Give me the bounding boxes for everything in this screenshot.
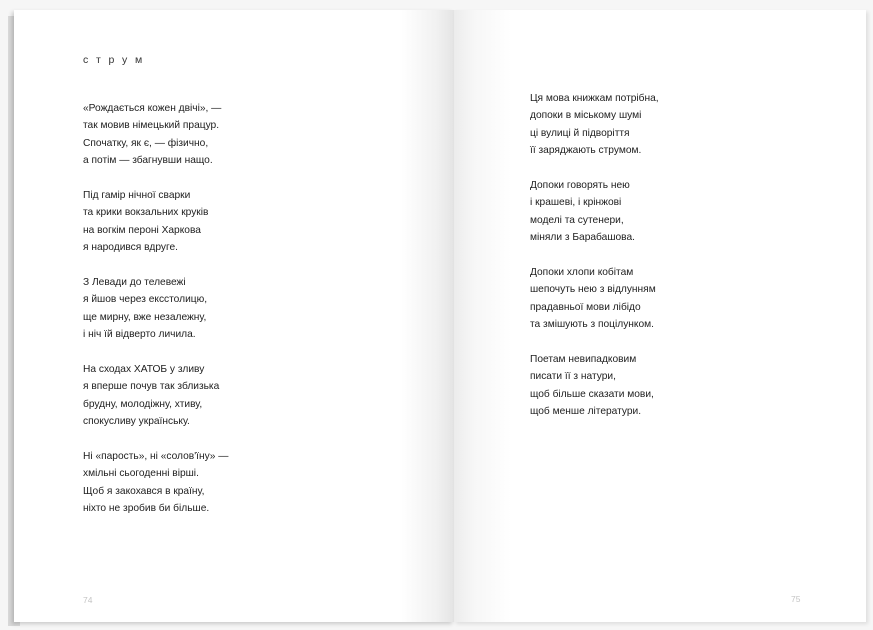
- poem-line: допоки в міському шумі: [530, 110, 642, 122]
- poem-line: ніхто не зробив би більше.: [83, 503, 210, 515]
- poem-line: так мовив німецький працур.: [83, 120, 220, 132]
- poem-line: я вперше почув так зблизька: [83, 381, 220, 393]
- stanza: [530, 90, 659, 160]
- poem-line: ще мирну, вже незалежну,: [83, 311, 207, 323]
- poem-line: Щоб я закохався в країну,: [83, 485, 205, 497]
- poem-line: спокусливу українську.: [83, 416, 190, 428]
- page-number-right: 75: [791, 594, 801, 604]
- poem-right: [530, 90, 659, 438]
- poem-line: Поетам невипадковим: [530, 354, 637, 366]
- poem-line: Спочатку, як є, — фізично,: [83, 137, 209, 149]
- poem-line: З Левади до телевежі: [83, 277, 186, 289]
- poem-line: ці вулиці й підворіття: [530, 127, 630, 139]
- poem-line: я народився вдруге.: [83, 242, 178, 254]
- right-page: [454, 10, 866, 622]
- stanza: [83, 448, 229, 518]
- poem-line: та крики вокзальних круків: [83, 207, 209, 219]
- poem-left: [83, 100, 229, 535]
- stanza: [83, 100, 229, 170]
- poem-line: Під гамір нічної сварки: [83, 190, 191, 202]
- stanza: [530, 264, 659, 334]
- poem-line: я йшов через ексстолицю,: [83, 294, 208, 306]
- poem-line: та змішують з поцілунком.: [530, 319, 654, 331]
- poem-line: і ніч їй відверто личила.: [83, 329, 196, 341]
- poem-line: хмільні сьогоденні вірші.: [83, 468, 199, 480]
- stanza: [530, 177, 659, 247]
- poem-line: на вогкім пероні Харкова: [83, 224, 201, 236]
- poem-line: Допоки говорять нею: [530, 180, 630, 192]
- poem-title: с т р у м: [83, 54, 145, 66]
- poem-line: її заряджають струмом.: [530, 145, 642, 157]
- stanza: [83, 187, 229, 257]
- poem-line: а потім — збагнувши нащо.: [83, 155, 213, 167]
- poem-line: щоб більше сказати мови,: [530, 388, 654, 400]
- stanza: [83, 361, 229, 431]
- poem-line: брудну, молодіжну, хтиву,: [83, 398, 203, 410]
- poem-line: прадавньої мови лібідо: [530, 301, 641, 313]
- poem-line: щоб менше літератури.: [530, 406, 642, 418]
- poem-line: «Рождається кожен двічі», —: [83, 103, 222, 114]
- poem-line: писати її з натури,: [530, 371, 616, 383]
- poem-line: Ні «парость», ні «солов'їну» —: [83, 451, 229, 463]
- poem-line: Допоки хлопи кобітам: [530, 267, 634, 279]
- left-page: [14, 10, 454, 622]
- stanza: [83, 274, 229, 344]
- poem-line: моделі та сутенери,: [530, 214, 624, 226]
- page-number-left: 74: [83, 595, 93, 605]
- stanza: [530, 351, 659, 421]
- poem-line: міняли з Барабашова.: [530, 232, 635, 244]
- poem-line: і крашеві, і крінжові: [530, 197, 622, 209]
- poem-line: На сходах ХАТОБ у зливу: [83, 364, 205, 376]
- poem-line: шепочуть нею з відлунням: [530, 284, 656, 296]
- poem-line: Ця мова книжкам потрібна,: [530, 93, 659, 104]
